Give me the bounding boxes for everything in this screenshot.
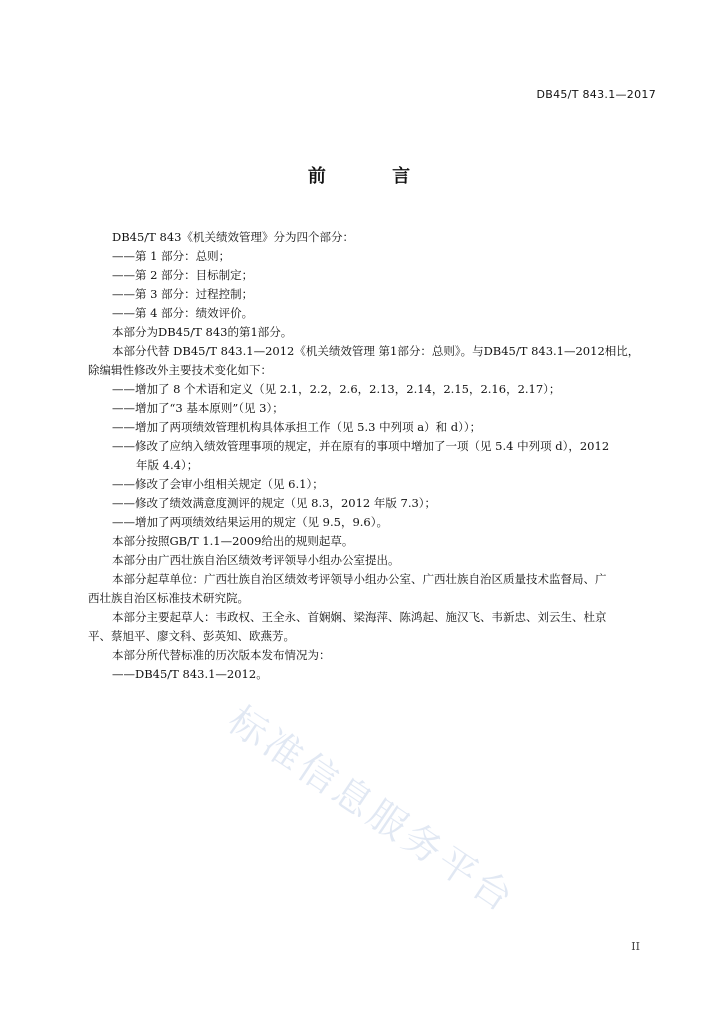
watermark: 标准信息服务平台	[220, 697, 524, 922]
page-title: 前 言	[307, 166, 441, 187]
paragraph-continuation: 除编辑性修改外主要技术变化如下：	[88, 363, 272, 377]
list-item: ——修改了会审小组相关规定（见 6.1）；	[112, 477, 324, 491]
paragraph: 本部分为DB45/T 843的第1部分。	[112, 325, 293, 339]
list-item: ——第 1 部分：总则；	[112, 249, 231, 263]
list-item: ——修改了绩效满意度测评的规定（见 8.3，2012 年版 7.3）；	[112, 496, 437, 510]
list-item: ——DB45/T 843.1—2012。	[112, 667, 268, 681]
paragraph: 本部分主要起草人：韦政权、王全永、首娴娴、梁海萍、陈鸿起、施汉飞、韦新忠、刘云生、杜京	[112, 610, 607, 624]
list-item: ——修改了应纳入绩效管理事项的规定，并在原有的事项中增加了一项（见 5.4 中列项 d），2012	[112, 439, 610, 453]
paragraph: DB45/T 843《机关绩效管理》分为四个部分：	[112, 230, 354, 244]
paragraph: 本部分由广西壮族自治区绩效考评领导小组办公室提出。	[112, 553, 400, 567]
list-item: ——增加了两项绩效管理机构具体承担工作（见 5.3 中列项 a）和 d））；	[112, 420, 482, 434]
list-item: ——增加了 8 个术语和定义（见 2.1，2.2，2.6，2.13，2.14，2.15，2.16，2.17）；	[112, 382, 561, 396]
paragraph: 本部分按照GB/T 1.1—2009给出的规则起草。	[112, 534, 354, 548]
list-item: ——第 3 部分：过程控制；	[112, 287, 254, 301]
list-item: ——增加了“3 基本原则”（见 3）；	[112, 401, 284, 415]
standard-code-header: DB45/T 843.1—2017	[536, 88, 656, 101]
paragraph-continuation: 西壮族自治区标准技术研究院。	[88, 591, 249, 605]
paragraph: 本部分所代替标准的历次版本发布情况为：	[112, 648, 331, 662]
page-number: II	[631, 940, 640, 953]
paragraph: 本部分起草单位：广西壮族自治区绩效考评领导小组办公室、广西壮族自治区质量技术监督局、广	[112, 572, 607, 586]
list-item: ——增加了两项绩效结果运用的规定（见 9.5，9.6）。	[112, 515, 388, 529]
document-body	[88, 228, 660, 684]
list-item-continuation: 年版 4.4）；	[136, 458, 199, 472]
paragraph: 本部分代替 DB45/T 843.1—2012《机关绩效管理 第1部分：总则》。与DB45/T 843.1—2012相比，	[112, 344, 640, 358]
paragraph-continuation: 平、蔡旭平、廖文科、彭英知、欧燕芳。	[88, 629, 295, 643]
list-item: ——第 2 部分：目标制定；	[112, 268, 254, 282]
list-item: ——第 4 部分：绩效评价。	[112, 306, 254, 320]
